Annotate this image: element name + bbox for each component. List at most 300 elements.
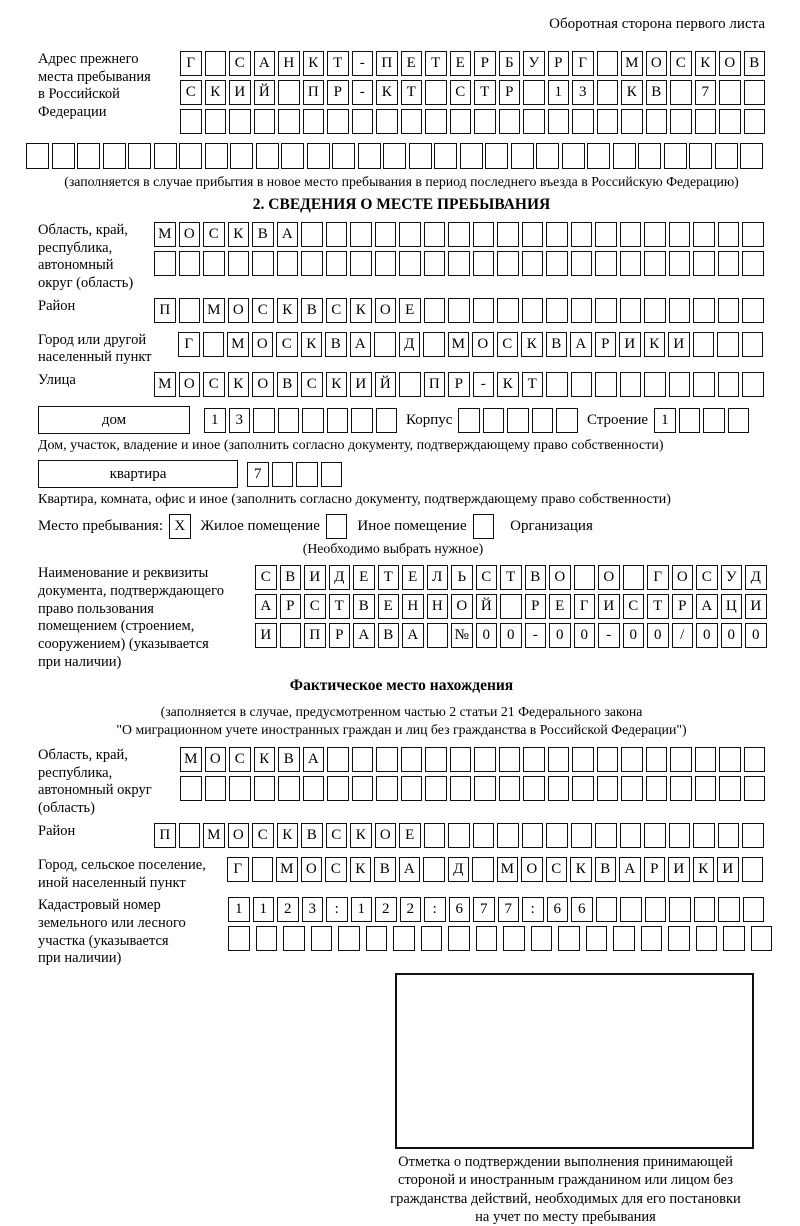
char-cell[interactable]: Г: [227, 857, 249, 882]
char-cell[interactable]: [669, 222, 691, 247]
char-cell[interactable]: [474, 776, 496, 801]
char-cell[interactable]: 0: [549, 623, 571, 648]
char-cell[interactable]: [718, 897, 740, 922]
char-cell[interactable]: [742, 332, 764, 357]
char-cell[interactable]: [522, 298, 544, 323]
char-cell[interactable]: И: [619, 332, 641, 357]
char-cell[interactable]: Л: [427, 565, 449, 590]
char-cell[interactable]: [718, 251, 740, 276]
char-cell[interactable]: [424, 222, 446, 247]
char-cell[interactable]: К: [644, 332, 666, 357]
char-cell[interactable]: [718, 823, 740, 848]
char-cell[interactable]: [522, 823, 544, 848]
char-cell[interactable]: В: [744, 51, 766, 76]
char-cell[interactable]: О: [252, 372, 274, 397]
char-cell[interactable]: К: [350, 857, 372, 882]
char-cell[interactable]: [427, 623, 449, 648]
char-cell[interactable]: О: [375, 823, 397, 848]
char-cell[interactable]: С: [326, 823, 348, 848]
char-cell[interactable]: [376, 747, 398, 772]
char-cell[interactable]: И: [598, 594, 620, 619]
char-cell[interactable]: Г: [180, 51, 202, 76]
char-cell[interactable]: [572, 747, 594, 772]
char-cell[interactable]: Р: [644, 857, 666, 882]
char-cell[interactable]: [670, 109, 692, 134]
char-cell[interactable]: [694, 897, 716, 922]
char-cell[interactable]: [548, 776, 570, 801]
char-cell[interactable]: [301, 251, 323, 276]
char-cell[interactable]: [546, 251, 568, 276]
char-cell[interactable]: [425, 80, 447, 105]
char-cell[interactable]: Г: [647, 565, 669, 590]
char-cell[interactable]: [548, 109, 570, 134]
char-cell[interactable]: В: [277, 372, 299, 397]
char-cell[interactable]: [744, 776, 766, 801]
char-cell[interactable]: А: [353, 623, 375, 648]
char-cell[interactable]: К: [695, 51, 717, 76]
char-cell[interactable]: [613, 143, 636, 169]
char-cell[interactable]: [303, 109, 325, 134]
char-cell[interactable]: [571, 251, 593, 276]
char-cell[interactable]: М: [203, 823, 225, 848]
char-cell[interactable]: О: [228, 298, 250, 323]
char-cell[interactable]: О: [598, 565, 620, 590]
char-cell[interactable]: [180, 109, 202, 134]
char-cell[interactable]: [556, 408, 578, 433]
char-cell[interactable]: А: [303, 747, 325, 772]
char-cell[interactable]: [434, 143, 457, 169]
char-cell[interactable]: [399, 251, 421, 276]
char-cell[interactable]: [644, 222, 666, 247]
char-cell[interactable]: А: [619, 857, 641, 882]
char-cell[interactable]: [620, 298, 642, 323]
char-cell[interactable]: О: [179, 372, 201, 397]
char-cell[interactable]: [278, 80, 300, 105]
char-cell[interactable]: К: [301, 332, 323, 357]
char-cell[interactable]: [203, 332, 225, 357]
char-cell[interactable]: [719, 109, 741, 134]
char-cell[interactable]: К: [326, 372, 348, 397]
char-cell[interactable]: М: [154, 372, 176, 397]
char-cell[interactable]: [272, 462, 294, 487]
char-cell[interactable]: [644, 298, 666, 323]
char-cell[interactable]: [742, 372, 764, 397]
char-cell[interactable]: С: [304, 594, 326, 619]
char-cell[interactable]: [689, 143, 712, 169]
char-cell[interactable]: [523, 109, 545, 134]
char-cell[interactable]: [743, 897, 765, 922]
char-cell[interactable]: 0: [647, 623, 669, 648]
char-cell[interactable]: [423, 857, 445, 882]
char-cell[interactable]: [179, 143, 202, 169]
char-cell[interactable]: [474, 747, 496, 772]
char-cell[interactable]: И: [668, 857, 690, 882]
char-cell[interactable]: [595, 823, 617, 848]
char-cell[interactable]: С: [180, 80, 202, 105]
char-cell[interactable]: [383, 143, 406, 169]
char-cell[interactable]: В: [525, 565, 547, 590]
char-cell[interactable]: А: [399, 857, 421, 882]
char-cell[interactable]: К: [350, 298, 372, 323]
char-cell[interactable]: Е: [353, 565, 375, 590]
char-cell[interactable]: [717, 332, 739, 357]
char-cell[interactable]: О: [549, 565, 571, 590]
char-cell[interactable]: [376, 776, 398, 801]
char-cell[interactable]: [352, 776, 374, 801]
char-cell[interactable]: Р: [548, 51, 570, 76]
char-cell[interactable]: И: [350, 372, 372, 397]
char-cell[interactable]: П: [303, 80, 325, 105]
char-cell[interactable]: В: [595, 857, 617, 882]
char-cell[interactable]: С: [497, 332, 519, 357]
char-cell[interactable]: [256, 926, 278, 951]
char-cell[interactable]: 1: [204, 408, 226, 433]
char-cell[interactable]: [280, 623, 302, 648]
char-cell[interactable]: [497, 222, 519, 247]
char-cell[interactable]: Р: [499, 80, 521, 105]
char-cell[interactable]: Г: [574, 594, 596, 619]
char-cell[interactable]: [327, 747, 349, 772]
char-cell[interactable]: [744, 80, 766, 105]
char-cell[interactable]: [523, 747, 545, 772]
char-cell[interactable]: Д: [399, 332, 421, 357]
char-cell[interactable]: В: [646, 80, 668, 105]
char-cell[interactable]: С: [546, 857, 568, 882]
char-cell[interactable]: К: [277, 823, 299, 848]
char-cell[interactable]: [424, 823, 446, 848]
char-cell[interactable]: П: [304, 623, 326, 648]
char-cell[interactable]: [401, 776, 423, 801]
char-cell[interactable]: [718, 372, 740, 397]
char-cell[interactable]: К: [228, 372, 250, 397]
char-cell[interactable]: [586, 926, 608, 951]
char-cell[interactable]: С: [301, 372, 323, 397]
char-cell[interactable]: [669, 897, 691, 922]
char-cell[interactable]: [623, 565, 645, 590]
char-cell[interactable]: [500, 594, 522, 619]
char-cell[interactable]: [277, 251, 299, 276]
char-cell[interactable]: [695, 747, 717, 772]
char-cell[interactable]: [358, 143, 381, 169]
char-cell[interactable]: С: [670, 51, 692, 76]
char-cell[interactable]: [723, 926, 745, 951]
char-cell[interactable]: [448, 298, 470, 323]
char-cell[interactable]: [669, 251, 691, 276]
char-cell[interactable]: Т: [500, 565, 522, 590]
char-cell[interactable]: [179, 823, 201, 848]
char-cell[interactable]: [205, 109, 227, 134]
char-cell[interactable]: Ц: [721, 594, 743, 619]
char-cell[interactable]: [303, 776, 325, 801]
char-cell[interactable]: [646, 109, 668, 134]
char-cell[interactable]: О: [301, 857, 323, 882]
char-cell[interactable]: [473, 251, 495, 276]
char-cell[interactable]: [523, 80, 545, 105]
char-cell[interactable]: [613, 926, 635, 951]
char-cell[interactable]: [621, 776, 643, 801]
char-cell[interactable]: [597, 109, 619, 134]
char-cell[interactable]: К: [693, 857, 715, 882]
char-cell[interactable]: Р: [595, 332, 617, 357]
char-cell[interactable]: [718, 298, 740, 323]
char-cell[interactable]: [103, 143, 126, 169]
char-cell[interactable]: [473, 823, 495, 848]
char-cell[interactable]: О: [451, 594, 473, 619]
char-cell[interactable]: М: [448, 332, 470, 357]
char-cell[interactable]: 1: [228, 897, 250, 922]
char-cell[interactable]: Е: [401, 51, 423, 76]
char-cell[interactable]: [620, 897, 642, 922]
char-cell[interactable]: [393, 926, 415, 951]
char-cell[interactable]: Р: [525, 594, 547, 619]
char-cell[interactable]: 0: [623, 623, 645, 648]
char-cell[interactable]: [154, 251, 176, 276]
char-cell[interactable]: [473, 298, 495, 323]
char-cell[interactable]: [296, 462, 318, 487]
char-cell[interactable]: А: [696, 594, 718, 619]
char-cell[interactable]: [366, 926, 388, 951]
char-cell[interactable]: 7: [473, 897, 495, 922]
char-cell[interactable]: [597, 776, 619, 801]
char-cell[interactable]: [205, 51, 227, 76]
char-cell[interactable]: И: [304, 565, 326, 590]
char-cell[interactable]: Т: [522, 372, 544, 397]
char-cell[interactable]: [719, 80, 741, 105]
char-cell[interactable]: [229, 776, 251, 801]
char-cell[interactable]: С: [326, 298, 348, 323]
char-cell[interactable]: [703, 408, 725, 433]
char-cell[interactable]: [679, 408, 701, 433]
char-cell[interactable]: [205, 143, 228, 169]
char-cell[interactable]: А: [402, 623, 424, 648]
char-cell[interactable]: О: [375, 298, 397, 323]
char-cell[interactable]: О: [205, 747, 227, 772]
char-cell[interactable]: [668, 926, 690, 951]
char-cell[interactable]: Е: [399, 298, 421, 323]
char-cell[interactable]: [253, 408, 275, 433]
char-cell[interactable]: [128, 143, 151, 169]
char-cell[interactable]: С: [229, 747, 251, 772]
char-cell[interactable]: К: [303, 51, 325, 76]
char-cell[interactable]: П: [154, 298, 176, 323]
char-cell[interactable]: [450, 747, 472, 772]
char-cell[interactable]: В: [325, 332, 347, 357]
char-cell[interactable]: :: [424, 897, 446, 922]
char-cell[interactable]: М: [227, 332, 249, 357]
char-cell[interactable]: [179, 298, 201, 323]
char-cell[interactable]: Г: [178, 332, 200, 357]
char-cell[interactable]: [476, 926, 498, 951]
char-cell[interactable]: О: [252, 332, 274, 357]
char-cell[interactable]: [536, 143, 559, 169]
char-cell[interactable]: [254, 776, 276, 801]
char-cell[interactable]: 3: [302, 897, 324, 922]
char-cell[interactable]: Е: [378, 594, 400, 619]
char-cell[interactable]: [597, 80, 619, 105]
char-cell[interactable]: [228, 251, 250, 276]
char-cell[interactable]: 6: [571, 897, 593, 922]
char-cell[interactable]: [350, 222, 372, 247]
char-cell[interactable]: И: [255, 623, 277, 648]
char-cell[interactable]: А: [277, 222, 299, 247]
char-cell[interactable]: [572, 109, 594, 134]
char-cell[interactable]: [718, 222, 740, 247]
char-cell[interactable]: [399, 222, 421, 247]
char-cell[interactable]: А: [350, 332, 372, 357]
char-cell[interactable]: [670, 80, 692, 105]
char-cell[interactable]: [562, 143, 585, 169]
char-cell[interactable]: [571, 222, 593, 247]
char-cell[interactable]: Г: [572, 51, 594, 76]
char-cell[interactable]: [228, 926, 250, 951]
organization-checkbox[interactable]: [473, 514, 495, 539]
char-cell[interactable]: П: [376, 51, 398, 76]
char-cell[interactable]: 6: [547, 897, 569, 922]
char-cell[interactable]: [307, 143, 330, 169]
char-cell[interactable]: [620, 372, 642, 397]
char-cell[interactable]: [281, 143, 304, 169]
char-cell[interactable]: Н: [402, 594, 424, 619]
char-cell[interactable]: Й: [254, 80, 276, 105]
char-cell[interactable]: В: [301, 823, 323, 848]
char-cell[interactable]: Т: [401, 80, 423, 105]
char-cell[interactable]: [670, 747, 692, 772]
char-cell[interactable]: И: [745, 594, 767, 619]
char-cell[interactable]: Е: [450, 51, 472, 76]
char-cell[interactable]: С: [696, 565, 718, 590]
char-cell[interactable]: [719, 747, 741, 772]
char-cell[interactable]: С: [255, 565, 277, 590]
char-cell[interactable]: [179, 251, 201, 276]
char-cell[interactable]: К: [350, 823, 372, 848]
char-cell[interactable]: Т: [327, 51, 349, 76]
char-cell[interactable]: [448, 926, 470, 951]
char-cell[interactable]: Д: [329, 565, 351, 590]
char-cell[interactable]: [644, 823, 666, 848]
char-cell[interactable]: С: [252, 298, 274, 323]
char-cell[interactable]: [571, 823, 593, 848]
char-cell[interactable]: И: [717, 857, 739, 882]
char-cell[interactable]: [376, 109, 398, 134]
char-cell[interactable]: [311, 926, 333, 951]
char-cell[interactable]: [522, 251, 544, 276]
char-cell[interactable]: Т: [329, 594, 351, 619]
char-cell[interactable]: [256, 143, 279, 169]
char-cell[interactable]: [421, 926, 443, 951]
char-cell[interactable]: [644, 372, 666, 397]
char-cell[interactable]: [278, 776, 300, 801]
char-cell[interactable]: У: [523, 51, 545, 76]
char-cell[interactable]: Д: [745, 565, 767, 590]
char-cell[interactable]: 2: [277, 897, 299, 922]
char-cell[interactable]: [350, 251, 372, 276]
char-cell[interactable]: [352, 109, 374, 134]
char-cell[interactable]: [301, 222, 323, 247]
char-cell[interactable]: А: [255, 594, 277, 619]
char-cell[interactable]: [646, 776, 668, 801]
char-cell[interactable]: Р: [280, 594, 302, 619]
char-cell[interactable]: -: [473, 372, 495, 397]
char-cell[interactable]: [401, 109, 423, 134]
char-cell[interactable]: [472, 857, 494, 882]
char-cell[interactable]: [638, 143, 661, 169]
char-cell[interactable]: М: [276, 857, 298, 882]
char-cell[interactable]: [332, 143, 355, 169]
char-cell[interactable]: [522, 222, 544, 247]
char-cell[interactable]: 7: [695, 80, 717, 105]
char-cell[interactable]: М: [203, 298, 225, 323]
char-cell[interactable]: [448, 222, 470, 247]
char-cell[interactable]: [693, 251, 715, 276]
char-cell[interactable]: 1: [654, 408, 676, 433]
char-cell[interactable]: [424, 251, 446, 276]
char-cell[interactable]: [351, 408, 373, 433]
char-cell[interactable]: -: [352, 80, 374, 105]
char-cell[interactable]: [473, 222, 495, 247]
char-cell[interactable]: В: [374, 857, 396, 882]
char-cell[interactable]: [695, 109, 717, 134]
char-cell[interactable]: В: [278, 747, 300, 772]
char-cell[interactable]: [229, 109, 251, 134]
char-cell[interactable]: [352, 747, 374, 772]
char-cell[interactable]: [595, 222, 617, 247]
char-cell[interactable]: [751, 926, 773, 951]
char-cell[interactable]: П: [154, 823, 176, 848]
char-cell[interactable]: С: [252, 823, 274, 848]
char-cell[interactable]: [448, 823, 470, 848]
char-cell[interactable]: А: [570, 332, 592, 357]
char-cell[interactable]: [693, 823, 715, 848]
char-cell[interactable]: [254, 109, 276, 134]
char-cell[interactable]: [621, 109, 643, 134]
char-cell[interactable]: [327, 408, 349, 433]
char-cell[interactable]: [252, 251, 274, 276]
char-cell[interactable]: [574, 565, 596, 590]
char-cell[interactable]: [252, 857, 274, 882]
char-cell[interactable]: [205, 776, 227, 801]
char-cell[interactable]: [571, 298, 593, 323]
char-cell[interactable]: /: [672, 623, 694, 648]
char-cell[interactable]: 2: [375, 897, 397, 922]
char-cell[interactable]: Р: [329, 623, 351, 648]
char-cell[interactable]: Р: [448, 372, 470, 397]
char-cell[interactable]: К: [497, 372, 519, 397]
char-cell[interactable]: 0: [500, 623, 522, 648]
char-cell[interactable]: [326, 251, 348, 276]
char-cell[interactable]: [693, 222, 715, 247]
char-cell[interactable]: 0: [696, 623, 718, 648]
char-cell[interactable]: №: [451, 623, 473, 648]
char-cell[interactable]: 1: [548, 80, 570, 105]
char-cell[interactable]: В: [280, 565, 302, 590]
char-cell[interactable]: К: [254, 747, 276, 772]
char-cell[interactable]: Р: [672, 594, 694, 619]
char-cell[interactable]: [497, 298, 519, 323]
char-cell[interactable]: [546, 222, 568, 247]
char-cell[interactable]: [532, 408, 554, 433]
char-cell[interactable]: -: [598, 623, 620, 648]
char-cell[interactable]: [742, 857, 764, 882]
char-cell[interactable]: У: [721, 565, 743, 590]
residential-checkbox[interactable]: X: [169, 514, 191, 539]
char-cell[interactable]: [474, 109, 496, 134]
char-cell[interactable]: [728, 408, 750, 433]
char-cell[interactable]: Е: [399, 823, 421, 848]
other-premises-checkbox[interactable]: [326, 514, 348, 539]
char-cell[interactable]: [374, 332, 396, 357]
char-cell[interactable]: Ь: [451, 565, 473, 590]
char-cell[interactable]: О: [228, 823, 250, 848]
